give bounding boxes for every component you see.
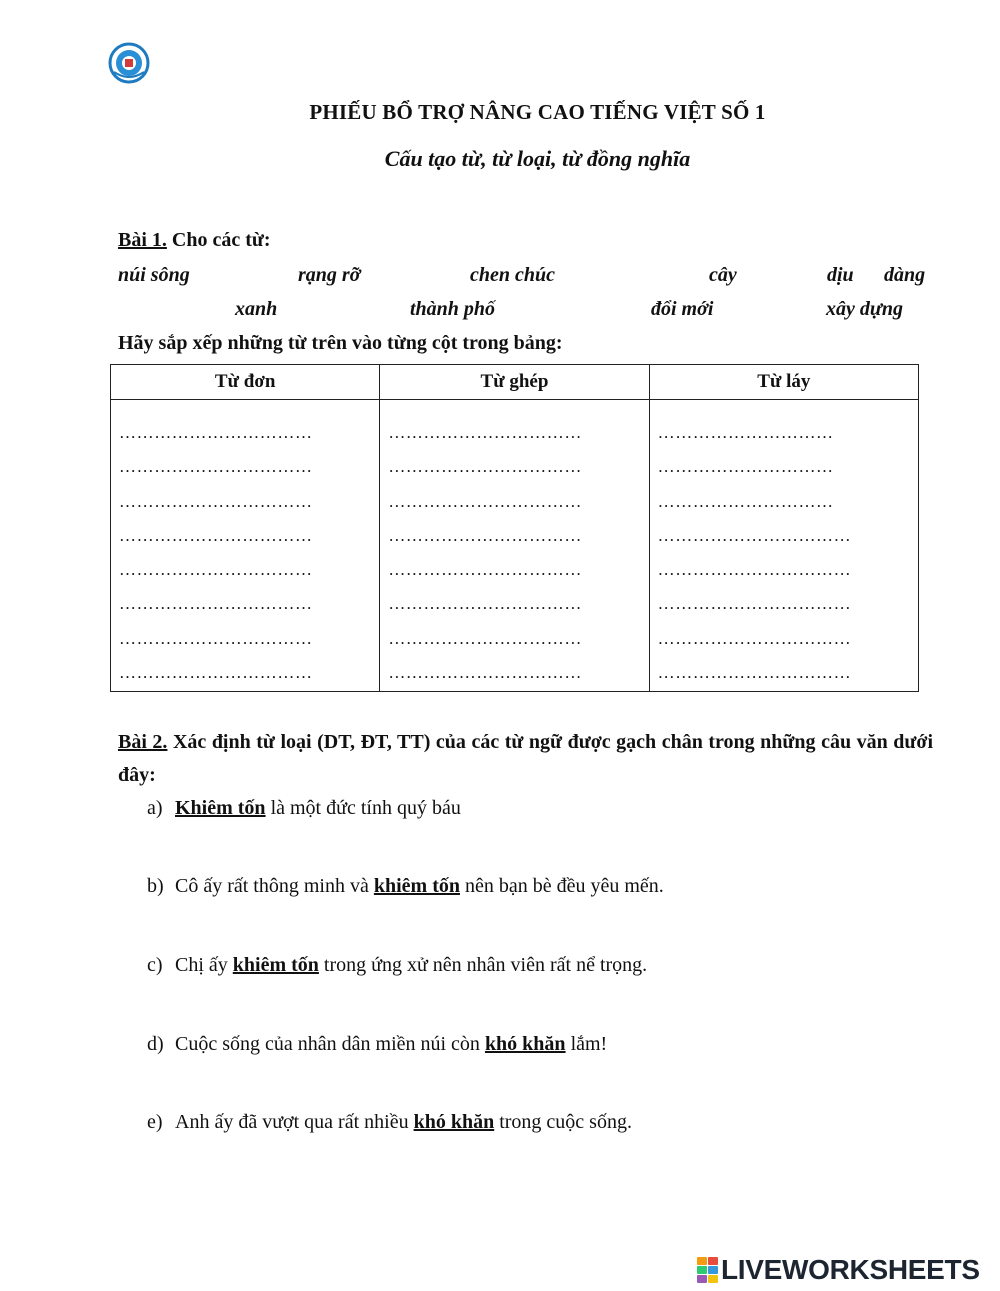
answer-line[interactable]: ……………………………	[388, 663, 582, 683]
word-chen-chuc: chen chúc	[470, 264, 555, 286]
exercise-1-label: Bài 1.	[118, 229, 167, 251]
word-sorting-table	[110, 364, 919, 692]
answer-line[interactable]: ……………………………	[657, 594, 852, 614]
exercise-1-prompt: Cho các từ:	[166, 229, 271, 251]
exercise-2-prompt: Xác định từ loại (DT, ĐT, TT) của các từ ngữ được gạch chân trong những câu văn dưới đây:	[118, 731, 934, 786]
word-dang: dàng	[884, 264, 926, 286]
exercise-1-instruction: Hãy sắp xếp những từ trên vào từng cột trong bảng:	[118, 332, 563, 354]
header-tu-don: Từ đơn	[111, 365, 380, 400]
answer-line[interactable]: ……………………………	[119, 594, 313, 614]
sentence-marker: d)	[147, 1033, 164, 1055]
school-logo	[108, 42, 150, 84]
word-xanh: xanh	[235, 298, 278, 320]
column-tu-ghep[interactable]	[380, 400, 649, 692]
answer-line[interactable]: ……………………………	[388, 423, 582, 442]
exercise-2-heading	[118, 726, 933, 792]
word-xay-dung: xây dựng	[826, 298, 903, 320]
answer-line[interactable]: ……………………………	[657, 628, 852, 648]
worksheet-subtitle: Cấu tạo từ, từ loại, từ đồng nghĩa	[384, 146, 691, 171]
underlined-word[interactable]: khó khăn	[484, 1033, 566, 1055]
answer-line[interactable]: ……………………………	[119, 663, 313, 683]
answer-line[interactable]: ……………………………	[119, 491, 313, 511]
sentence-a: a) Khiêm tốn là một đức tính quý báu	[147, 797, 461, 819]
answer-line[interactable]: ……………………………	[388, 525, 582, 545]
column-tu-don[interactable]	[111, 400, 380, 692]
liveworksheets-logo	[697, 1254, 980, 1286]
column-tu-lay[interactable]	[649, 400, 918, 692]
sentence-marker: b)	[147, 875, 164, 897]
answer-line[interactable]: ……………………………	[119, 628, 313, 648]
header-tu-ghep: Từ ghép	[380, 365, 649, 400]
word-diu: dịu	[827, 264, 854, 286]
underlined-word[interactable]: khó khăn	[413, 1111, 495, 1133]
answer-line[interactable]: …………………………	[657, 423, 834, 442]
sentence-e: e) Anh ấy đã vượt qua rất nhiều khó khăn trong cuộc sống.	[147, 1111, 632, 1133]
word-thanh-pho: thành phố	[410, 298, 496, 320]
sentence-marker: a)	[147, 797, 163, 819]
answer-line[interactable]: ……………………………	[657, 560, 852, 580]
header-tu-lay: Từ láy	[649, 365, 918, 400]
word-rang-ro: rạng rỡ	[298, 264, 361, 286]
answer-line[interactable]: …………………………	[657, 491, 834, 511]
word-nui-song: núi sông	[118, 264, 190, 286]
worksheet-title: PHIẾU BỔ TRỢ NÂNG CAO TIẾNG VIỆT SỐ 1	[309, 100, 766, 124]
word-cay: cây	[709, 264, 737, 286]
liveworksheets-grid-icon	[697, 1257, 718, 1283]
sentence-marker: e)	[147, 1111, 163, 1133]
answer-line[interactable]: ……………………………	[388, 491, 582, 511]
exercise-1-heading	[118, 229, 271, 252]
underlined-word[interactable]: Khiêm tốn	[175, 797, 266, 819]
answer-line[interactable]: ……………………………	[388, 457, 582, 477]
answer-line[interactable]: ……………………………	[119, 560, 313, 580]
exercise-2-label: Bài 2.	[118, 731, 168, 753]
sentence-b: b) Cô ấy rất thông minh và khiêm tốn nên bạn bè đều yêu mến.	[147, 875, 664, 897]
answer-line[interactable]: ……………………………	[388, 594, 582, 614]
sentence-marker: c)	[147, 954, 163, 976]
sentence-d: d) Cuộc sống của nhân dân miền núi còn khó khăn lắm!	[147, 1033, 608, 1055]
liveworksheets-brand-text: LIVEWORKSHEETS	[721, 1254, 980, 1285]
answer-line[interactable]: ……………………………	[388, 560, 582, 580]
answer-line[interactable]: ……………………………	[119, 423, 313, 442]
underlined-word[interactable]: khiêm tốn	[232, 954, 319, 976]
answer-line[interactable]: ……………………………	[657, 525, 852, 545]
underlined-word[interactable]: khiêm tốn	[373, 875, 460, 897]
answer-line[interactable]: ……………………………	[657, 663, 852, 683]
answer-line[interactable]: ……………………………	[119, 525, 313, 545]
answer-line[interactable]: ……………………………	[119, 457, 313, 477]
sentence-c: c) Chị ấy khiêm tốn trong ứng xử nên nhân viên rất nể trọng.	[147, 954, 648, 976]
answer-line[interactable]: ……………………………	[388, 628, 582, 648]
answer-line[interactable]: …………………………	[657, 457, 834, 477]
word-doi-moi: đổi mới	[651, 298, 714, 320]
